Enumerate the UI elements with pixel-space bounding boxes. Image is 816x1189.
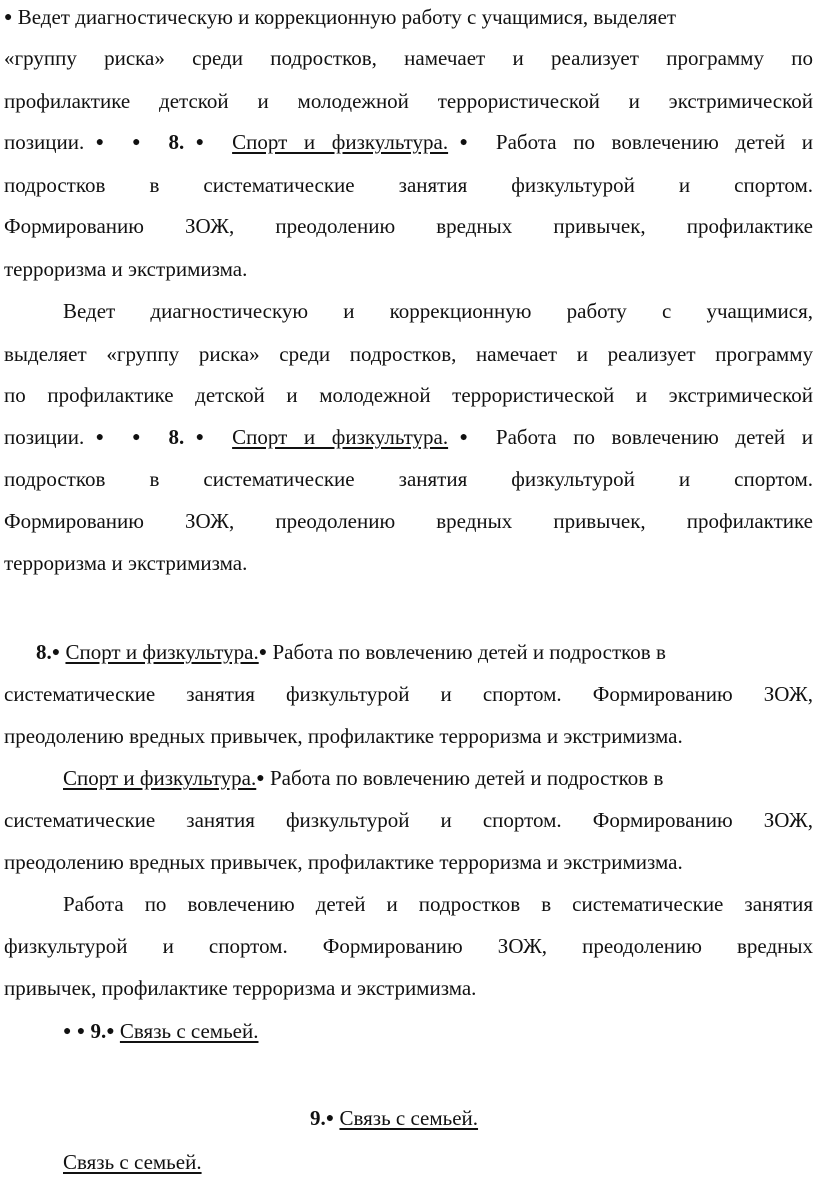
bullet-icon: ● xyxy=(448,135,480,150)
paragraph-2-line-3: по профилактике детской и молодежной террористической и экстримической xyxy=(4,383,813,407)
paragraph-2-line-1: Ведет диагностическую и коррекционную работу с учащимися, xyxy=(63,299,813,323)
bullet-icon: ● xyxy=(448,430,480,445)
paragraph-text: Работа по вовлечению детей и подростков в xyxy=(272,640,666,664)
bullet-icon: ● xyxy=(184,135,216,150)
paragraph-3-line-3: преодолению вредных привычек, профилактике терроризма и экстримизма. xyxy=(4,724,683,748)
paragraph-1-line-6: Формированию ЗОЖ, преодолению вредных привычек, профилактике xyxy=(4,214,813,238)
bullet-icon: ● xyxy=(63,1024,72,1039)
paragraph-4-line-3: преодолению вредных привычек, профилактике терроризма и экстримизма. xyxy=(4,850,683,874)
bullet-icon: ● xyxy=(51,645,61,660)
bullet-icon: ● xyxy=(325,1111,335,1126)
paragraph-5-line-2: физкультурой и спортом. Формированию ЗОЖ, преодолению вредных xyxy=(4,934,813,958)
paragraph-text: Работа по вовлечению детей и xyxy=(495,130,814,154)
bullet-icon: ● xyxy=(84,430,116,445)
paragraph-1-line-5: подростков в систематические занятия физкультурой и спортом. xyxy=(4,173,813,197)
bullet-icon: ● xyxy=(258,645,268,660)
section-title: Спорт и физкультура. xyxy=(63,766,257,790)
section-title: Связь с семьей. xyxy=(119,1019,259,1043)
bullet-icon: ● xyxy=(256,771,265,786)
section-number: 9. xyxy=(310,1106,326,1130)
bullet-icon: ● xyxy=(132,135,152,150)
bullet-icon: ● xyxy=(4,10,13,25)
paragraph-2-line-7: терроризма и экстримизма. xyxy=(4,551,248,575)
bullet-icon: ● xyxy=(184,430,216,445)
section-number: 8. xyxy=(36,640,52,664)
section-9-heading xyxy=(63,1018,813,1044)
section-title: Спорт и физкультура. xyxy=(232,130,449,154)
paragraph-3-line-1 xyxy=(36,639,816,665)
paragraph-2-line-2: выделяет «группу риска» среди подростков, намечает и реализует программу xyxy=(4,342,813,366)
section-number: 8. xyxy=(168,425,185,449)
section-9-heading-centered xyxy=(310,1105,816,1131)
paragraph-1-line-3: профилактике детской и молодежной террористической и экстримической xyxy=(4,89,813,113)
paragraph-2-line-4 xyxy=(4,424,813,450)
paragraph-text: Работа по вовлечению детей и подростков в xyxy=(269,766,664,790)
paragraph-text: Ведет диагностическую и коррекционную работу с учащимися, выделяет xyxy=(17,5,677,29)
paragraph-2-line-5: подростков в систематические занятия физкультурой и спортом. xyxy=(4,467,813,491)
section-number: 9. xyxy=(90,1019,107,1043)
paragraph-4-line-2: систематические занятия физкультурой и спортом. Формированию ЗОЖ, xyxy=(4,808,813,832)
paragraph-2-line-6: Формированию ЗОЖ, преодолению вредных привычек, профилактике xyxy=(4,509,813,533)
paragraph-5-line-3: привычек, профилактике терроризма и экстримизма. xyxy=(4,976,477,1000)
paragraph-1-line-1 xyxy=(4,4,813,30)
paragraph-text: позиции. xyxy=(4,130,85,154)
paragraph-1-line-2: «группу риска» среди подростков, намечает и реализует программу по xyxy=(4,46,813,70)
paragraph-4-line-1 xyxy=(63,765,813,791)
paragraph-5-line-1: Работа по вовлечению детей и подростков в систематические занятия xyxy=(63,892,813,916)
paragraph-text: Работа по вовлечению детей и xyxy=(495,425,814,449)
paragraph-text: позиции. xyxy=(4,425,85,449)
section-9-title-line xyxy=(63,1149,813,1175)
section-title: Связь с семьей. xyxy=(63,1150,202,1174)
bullet-icon: ● xyxy=(132,430,152,445)
section-title: Связь с семьей. xyxy=(339,1106,479,1130)
section-title: Спорт и физкультура. xyxy=(65,640,259,664)
bullet-icon: ● xyxy=(84,135,116,150)
bullet-icon: ● xyxy=(106,1024,115,1039)
paragraph-3-line-2: систематические занятия физкультурой и спортом. Формированию ЗОЖ, xyxy=(4,682,813,706)
bullet-icon: ● xyxy=(76,1024,86,1039)
paragraph-1-line-7: терроризма и экстримизма. xyxy=(4,257,248,281)
section-title: Спорт и физкультура. xyxy=(232,425,449,449)
section-number: 8. xyxy=(168,130,185,154)
paragraph-1-line-4 xyxy=(4,129,813,155)
